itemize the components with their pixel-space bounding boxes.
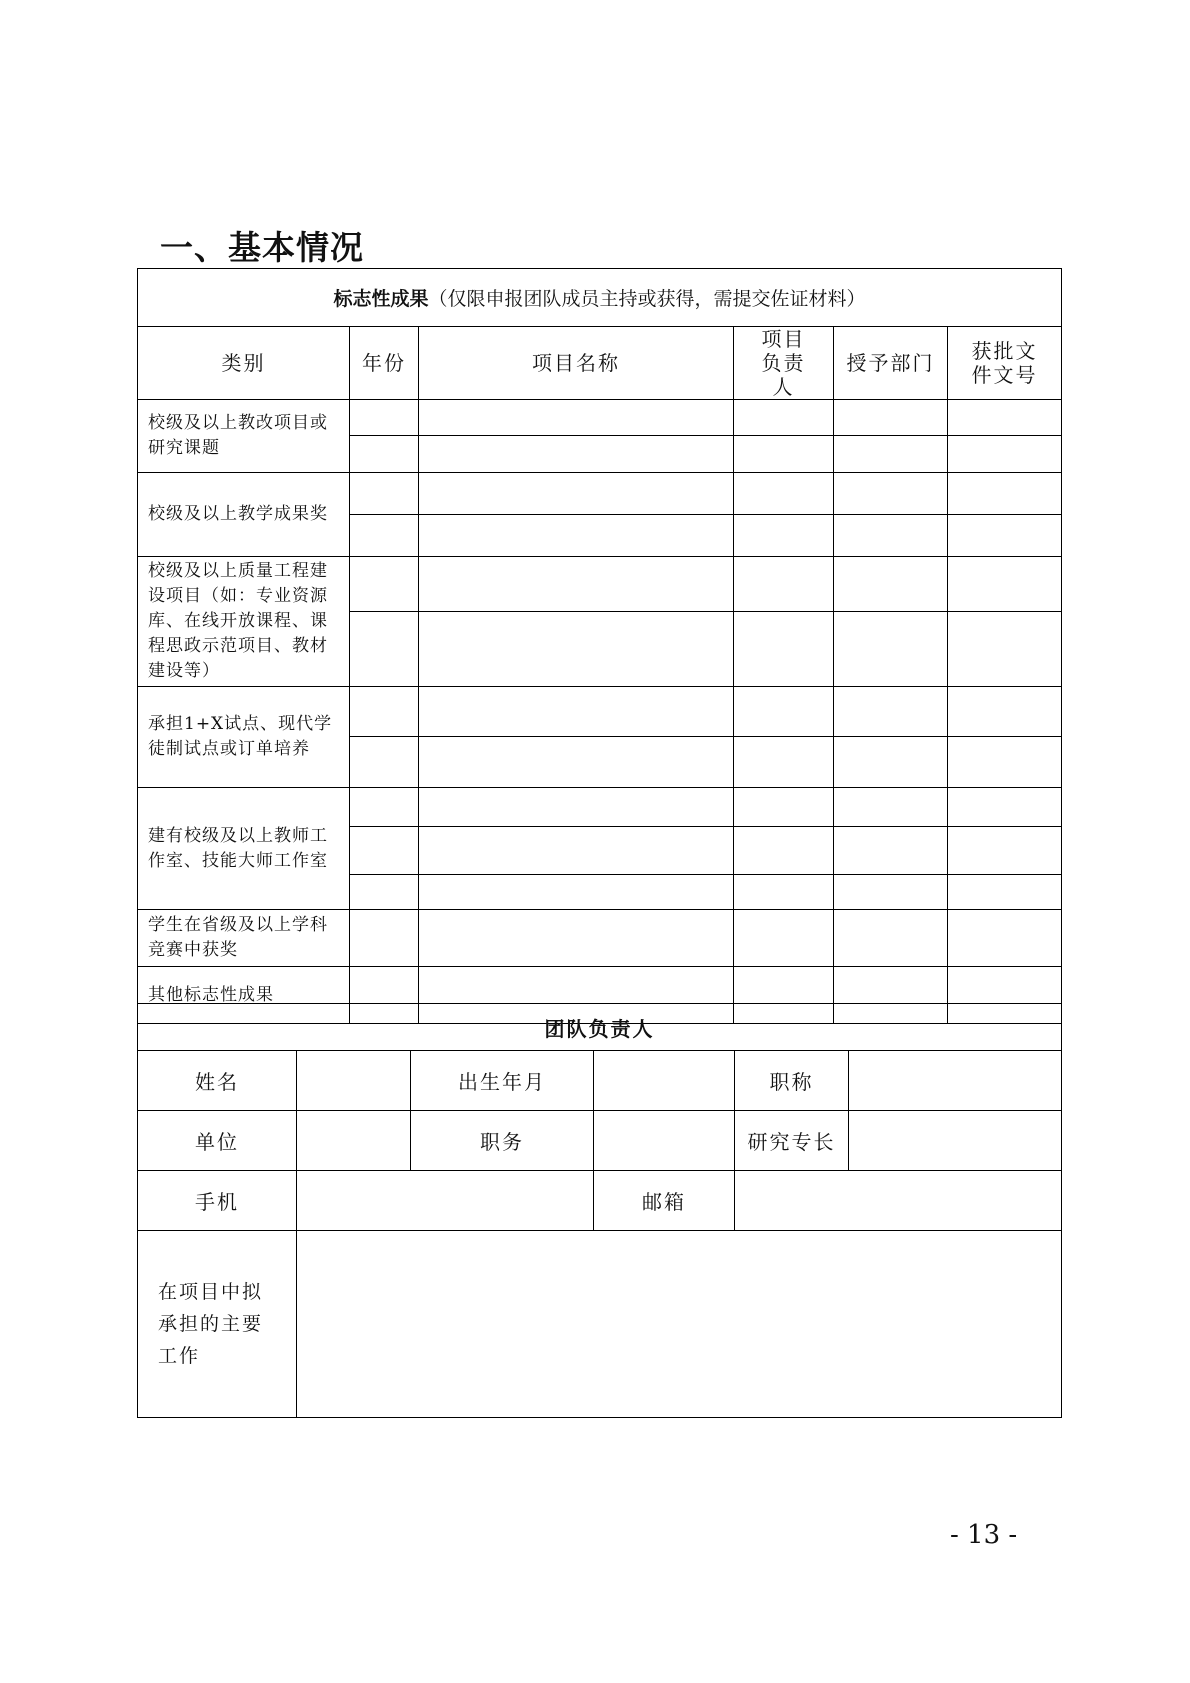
unit-label: 单位: [138, 1111, 297, 1171]
table-cell[interactable]: [350, 687, 419, 737]
table-cell[interactable]: [734, 515, 834, 557]
name-field[interactable]: [297, 1051, 411, 1111]
duty-label: 职务: [411, 1111, 594, 1171]
table-cell[interactable]: [834, 788, 948, 827]
research-label: 研究专长: [735, 1111, 849, 1171]
main-work-label: 在项目中拟承担的主要工作: [138, 1231, 297, 1418]
category-teaching-award: 校级及以上教学成果奖: [138, 473, 350, 557]
table-cell[interactable]: [834, 910, 948, 967]
table-cell[interactable]: [734, 557, 834, 612]
leader-table: [137, 1003, 1062, 1418]
table-cell[interactable]: [419, 687, 734, 737]
col-header-approval-doc: 获批文件文号: [948, 327, 1062, 400]
research-field[interactable]: [849, 1111, 1062, 1171]
table-cell[interactable]: [834, 737, 948, 788]
table-cell[interactable]: [350, 436, 419, 473]
rank-field[interactable]: [849, 1051, 1062, 1111]
table-cell[interactable]: [350, 875, 419, 910]
name-label: 姓名: [138, 1051, 297, 1111]
leader-title: 团队负责人: [138, 1004, 1062, 1051]
table-cell[interactable]: [350, 557, 419, 612]
table-cell[interactable]: [419, 400, 734, 436]
table-cell[interactable]: [734, 687, 834, 737]
table-cell[interactable]: [948, 473, 1062, 515]
email-field[interactable]: [735, 1171, 1062, 1231]
table-cell[interactable]: [419, 827, 734, 875]
table-cell[interactable]: [734, 788, 834, 827]
category-pilot-training: 承担1+X试点、现代学徒制试点或订单培养: [138, 687, 350, 788]
col-header-year: 年份: [350, 327, 419, 400]
table-cell[interactable]: [834, 473, 948, 515]
col-header-category: 类别: [138, 327, 350, 400]
col-header-project-name: 项目名称: [419, 327, 734, 400]
table-cell[interactable]: [948, 687, 1062, 737]
achievements-title: [138, 269, 1062, 327]
table-cell[interactable]: [834, 515, 948, 557]
table-cell[interactable]: [350, 910, 419, 967]
phone-label: 手机: [138, 1171, 297, 1231]
table-cell[interactable]: [834, 612, 948, 687]
table-cell[interactable]: [734, 473, 834, 515]
table-cell[interactable]: [419, 737, 734, 788]
table-cell[interactable]: [834, 875, 948, 910]
table-cell[interactable]: [350, 788, 419, 827]
table-cell[interactable]: [350, 737, 419, 788]
table-cell[interactable]: [948, 400, 1062, 436]
achievements-title-bold: 标志性成果: [333, 288, 429, 310]
achievements-title-note: （仅限申报团队成员主持或获得，需提交佐证材料）: [428, 288, 866, 310]
table-cell[interactable]: [734, 436, 834, 473]
birth-label: 出生年月: [411, 1051, 594, 1111]
table-cell[interactable]: [948, 910, 1062, 967]
category-quality-project: 校级及以上质量工程建设项目（如：专业资源库、在线开放课程、课程思政示范项目、教材建设等）: [138, 557, 350, 687]
category-teaching-reform: 校级及以上教改项目或研究课题: [138, 400, 350, 473]
table-cell[interactable]: [734, 612, 834, 687]
table-cell[interactable]: [948, 557, 1062, 612]
table-cell[interactable]: [834, 400, 948, 436]
table-cell[interactable]: [734, 875, 834, 910]
table-cell[interactable]: [419, 875, 734, 910]
table-cell[interactable]: [419, 515, 734, 557]
table-cell[interactable]: [419, 436, 734, 473]
table-cell[interactable]: [834, 687, 948, 737]
table-cell[interactable]: [419, 557, 734, 612]
table-cell[interactable]: [948, 827, 1062, 875]
phone-field[interactable]: [297, 1171, 594, 1231]
achievements-table: [137, 268, 1062, 1024]
category-other: 其他标志性成果: [138, 967, 350, 1024]
main-work-field[interactable]: [297, 1231, 1062, 1418]
table-cell[interactable]: [834, 557, 948, 612]
unit-field[interactable]: [297, 1111, 411, 1171]
birth-field[interactable]: [594, 1051, 735, 1111]
table-cell[interactable]: [419, 612, 734, 687]
table-cell[interactable]: [948, 612, 1062, 687]
table-cell[interactable]: [948, 737, 1062, 788]
rank-label: 职称: [735, 1051, 849, 1111]
table-cell[interactable]: [734, 400, 834, 436]
table-cell[interactable]: [834, 827, 948, 875]
section-heading: 一、基本情况: [160, 228, 364, 267]
category-studio: 建有校级及以上教师工作室、技能大师工作室: [138, 788, 350, 910]
table-cell[interactable]: [419, 910, 734, 967]
duty-field[interactable]: [594, 1111, 735, 1171]
table-cell[interactable]: [350, 515, 419, 557]
col-header-project-leader: 项目负责人: [734, 327, 834, 400]
table-cell[interactable]: [734, 910, 834, 967]
col-header-awarding-dept: 授予部门: [834, 327, 948, 400]
table-cell[interactable]: [948, 436, 1062, 473]
page-number: - 13 -: [950, 1520, 1018, 1550]
table-cell[interactable]: [734, 827, 834, 875]
category-competition: 学生在省级及以上学科竞赛中获奖: [138, 910, 350, 967]
email-label: 邮箱: [594, 1171, 735, 1231]
table-cell[interactable]: [350, 827, 419, 875]
table-cell[interactable]: [834, 436, 948, 473]
table-cell[interactable]: [350, 473, 419, 515]
table-cell[interactable]: [734, 737, 834, 788]
table-cell[interactable]: [948, 515, 1062, 557]
table-cell[interactable]: [350, 400, 419, 436]
table-cell[interactable]: [419, 473, 734, 515]
table-cell[interactable]: [948, 875, 1062, 910]
table-cell[interactable]: [419, 788, 734, 827]
table-cell[interactable]: [350, 612, 419, 687]
table-cell[interactable]: [948, 788, 1062, 827]
